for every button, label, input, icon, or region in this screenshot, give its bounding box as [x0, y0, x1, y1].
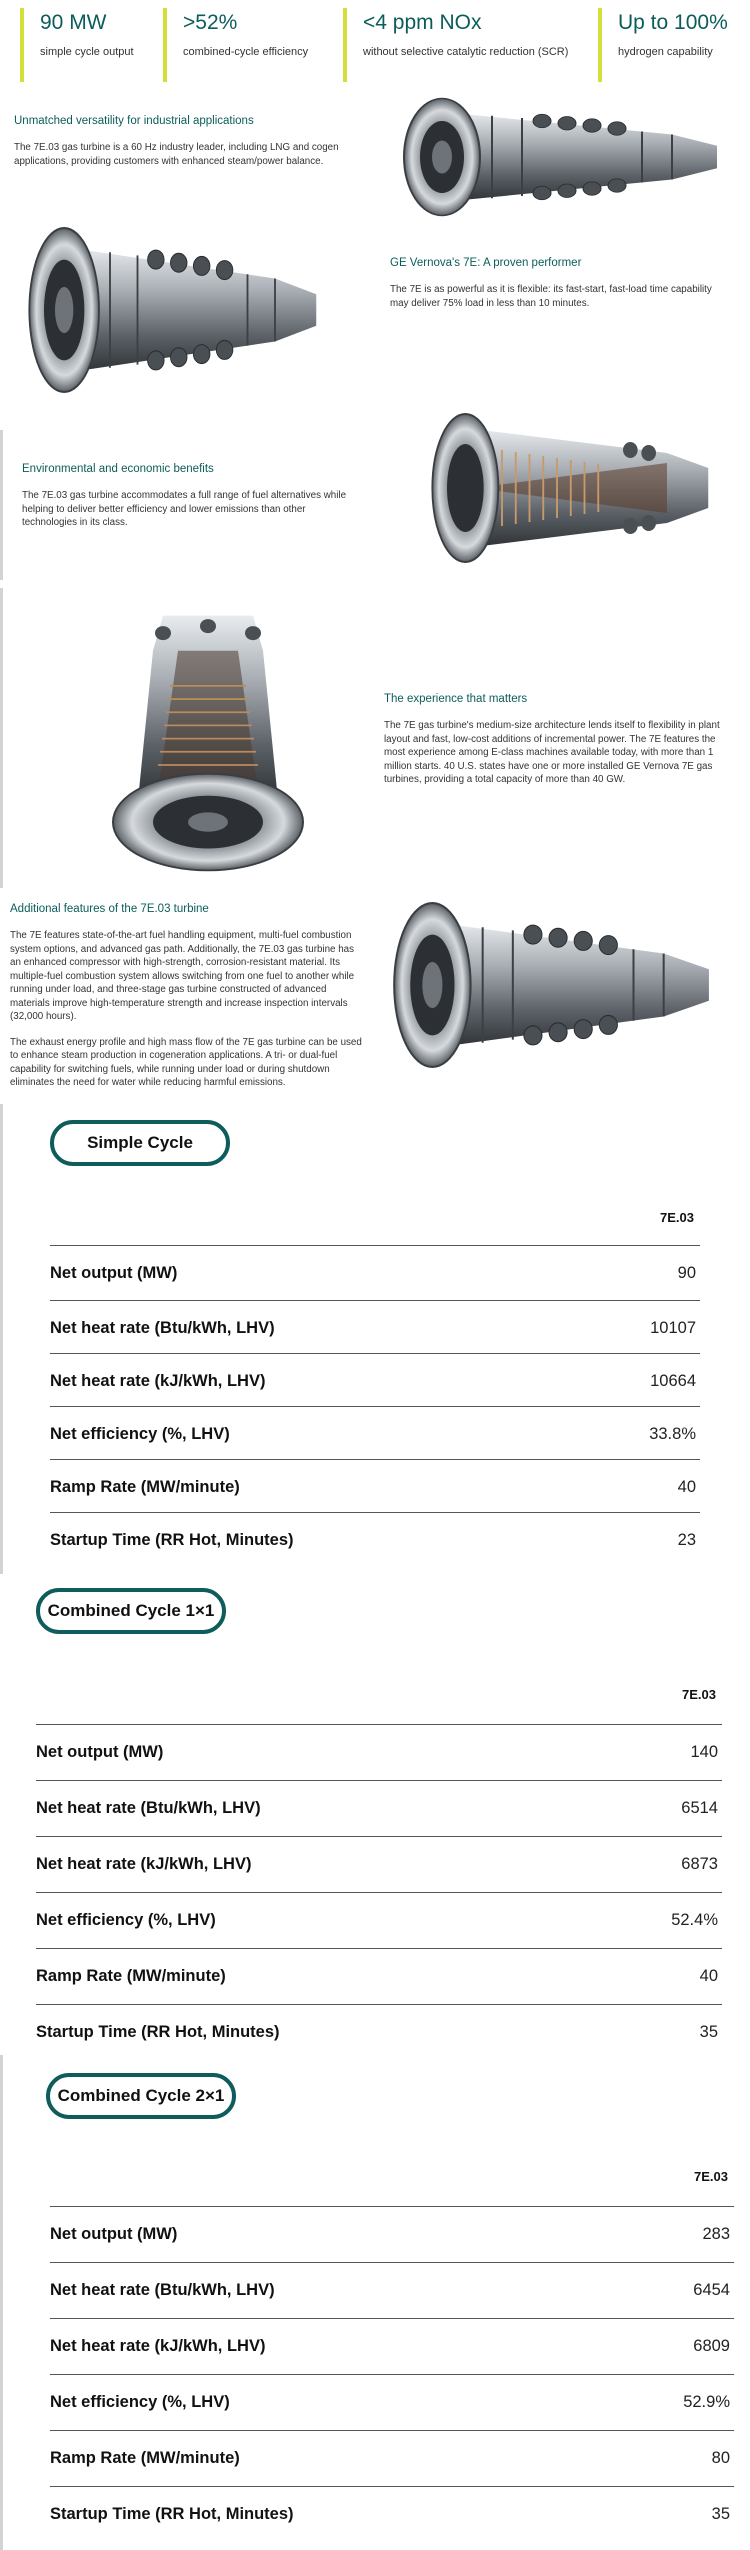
- row-value: 6873: [681, 1854, 718, 1873]
- row-value: 52.9%: [683, 2392, 730, 2411]
- feature-heading: Unmatched versatility for industrial applications: [14, 115, 254, 127]
- feature-body: The 7E is as powerful as it is flexible: its fast-start, fast-load time capability may deliver 75% load in less than 10 minutes.: [390, 284, 712, 309]
- row-label: Net efficiency (%, LHV): [50, 1424, 230, 1443]
- row-value: 10664: [650, 1371, 696, 1390]
- stat-output: [20, 8, 160, 82]
- table-row: [36, 2004, 722, 2059]
- feature-environment: [22, 462, 362, 542]
- table-row: [50, 1300, 700, 1355]
- row-value: 6514: [681, 1798, 718, 1817]
- section-divider: [0, 430, 3, 580]
- row-label: Startup Time (RR Hot, Minutes): [50, 2504, 294, 2523]
- turbine-cutaway-image: [392, 388, 722, 588]
- row-label: Ramp Rate (MW/minute): [36, 1966, 226, 1985]
- feature-body: The 7E.03 gas turbine accommodates a full range of fuel alternatives while helping to deliver better efficiency and lower emissions than other technologies in its class.: [22, 490, 347, 528]
- stats-strip: [0, 0, 750, 82]
- feature-heading: GE Vernova's 7E: A proven performer: [390, 257, 582, 269]
- row-value: 35: [699, 2022, 718, 2041]
- stat-value: >52%: [183, 11, 238, 34]
- table-row: [50, 1245, 700, 1300]
- turbine-vertical-image: [108, 598, 308, 888]
- feature-versatility: [14, 114, 374, 180]
- row-value: 33.8%: [649, 1424, 696, 1443]
- table-row: [50, 2206, 734, 2261]
- column-header: 7E.03: [660, 1210, 694, 1225]
- table-row: [50, 2430, 734, 2485]
- turbine-image: [0, 205, 330, 415]
- table-row: [50, 1512, 700, 1567]
- table-row: [50, 2374, 734, 2429]
- table-row: [50, 1459, 700, 1514]
- stat-label: combined-cycle efficiency: [183, 46, 309, 58]
- table-row: [36, 1724, 722, 1779]
- feature-body: The 7E gas turbine's medium-size architecture lends itself to flexibility in plant layout and fast, low-cost additions of incremental power. The 7E features the most experience among E-class machines available today, with more than 1 million starts. 40 U.S. states have one or more installed GE Vernova 7E gas turbines, providing a total capacity of more than 40 GW.: [384, 720, 720, 785]
- row-value: 10107: [650, 1318, 696, 1337]
- row-value: 6809: [693, 2336, 730, 2355]
- row-label: Net heat rate (Btu/kWh, LHV): [50, 2280, 275, 2299]
- row-label: Startup Time (RR Hot, Minutes): [50, 1530, 294, 1549]
- row-value: 283: [702, 2224, 730, 2243]
- row-value: 52.4%: [671, 1910, 718, 1929]
- table-row: [50, 2262, 734, 2317]
- stat-value: <4 ppm NOx: [363, 11, 482, 34]
- table-row: [36, 1948, 722, 2003]
- row-value: 23: [677, 1530, 696, 1549]
- stat-nox: [343, 8, 598, 82]
- column-header: 7E.03: [694, 2169, 728, 2184]
- row-value: 40: [677, 1477, 696, 1496]
- table-row: [50, 2318, 734, 2373]
- column-header: 7E.03: [682, 1687, 716, 1702]
- turbine-image: [372, 82, 732, 232]
- row-label: Ramp Rate (MW/minute): [50, 1477, 240, 1496]
- stat-value: 90 MW: [40, 11, 107, 34]
- feature-performer: [390, 256, 730, 322]
- turbine-image: [362, 880, 724, 1090]
- stat-label: hydrogen capability: [618, 46, 713, 58]
- row-value: 90: [677, 1263, 696, 1282]
- row-label: Net output (MW): [36, 1742, 164, 1761]
- tab-simple-cycle[interactable]: Simple Cycle: [50, 1120, 230, 1166]
- spec-table-simple-cycle: [50, 1205, 700, 1550]
- feature-body: The 7E features state-of-the-art fuel handling equipment, multi-fuel combustion system options, and advanced gas path. Additionally, the 7E.03 gas turbine has an enhanced compressor with high-strength, corrosion-resistant material. Its multiple-fuel combustion system allows switching from one fuel to another while running under load, and three-stage gas turbine constructed of advanced materials improve high-temperature strength and increase inspection intervals (32,000 hours).: [10, 930, 355, 1022]
- row-label: Net heat rate (kJ/kWh, LHV): [36, 1854, 252, 1873]
- section-divider: [0, 2055, 3, 2550]
- tab-combined-cycle-1x1[interactable]: Combined Cycle 1×1: [36, 1588, 226, 1634]
- row-label: Net efficiency (%, LHV): [36, 1910, 216, 1929]
- row-value: 35: [711, 2504, 730, 2523]
- row-label: Net output (MW): [50, 2224, 178, 2243]
- row-label: Net efficiency (%, LHV): [50, 2392, 230, 2411]
- spec-table-combined-cycle-2x1: [50, 2164, 734, 2544]
- row-value: 6454: [693, 2280, 730, 2299]
- feature-experience: [384, 692, 734, 799]
- feature-body: The 7E.03 gas turbine is a 60 Hz industry leader, including LNG and cogen applications, providing customers with enhanced steam/power balance.: [14, 142, 339, 167]
- stat-efficiency: [163, 8, 343, 82]
- row-label: Net heat rate (kJ/kWh, LHV): [50, 1371, 266, 1390]
- section-divider: [0, 588, 3, 888]
- row-label: Ramp Rate (MW/minute): [50, 2448, 240, 2467]
- stat-hydrogen: [598, 8, 748, 82]
- tab-combined-cycle-2x1[interactable]: Combined Cycle 2×1: [46, 2073, 236, 2119]
- stat-value: Up to 100%: [618, 11, 728, 34]
- table-row: [50, 1353, 700, 1408]
- feature-heading: The experience that matters: [384, 693, 528, 705]
- section-divider: [0, 1104, 3, 1574]
- feature-heading: Additional features of the 7E.03 turbine: [10, 903, 209, 915]
- row-label: Startup Time (RR Hot, Minutes): [36, 2022, 280, 2041]
- feature-body: The exhaust energy profile and high mass flow of the 7E gas turbine can be used to enhance steam production in cogeneration applications. A tri- or dual-fuel capability for switching fuels, while running under load or during shutdown eliminates the need for water while reducing harmful emissions.: [10, 1036, 362, 1088]
- spec-table-combined-cycle-1x1: [36, 1682, 722, 2041]
- table-row: [36, 1780, 722, 1835]
- feature-heading: Environmental and economic benefits: [22, 463, 214, 475]
- row-label: Net heat rate (Btu/kWh, LHV): [36, 1798, 261, 1817]
- row-value: 80: [711, 2448, 730, 2467]
- stat-label: without selective catalytic reduction (SCR): [363, 46, 569, 58]
- row-label: Net heat rate (Btu/kWh, LHV): [50, 1318, 275, 1337]
- table-row: [50, 2486, 734, 2541]
- feature-additional: [10, 902, 362, 1102]
- row-label: Net output (MW): [50, 1263, 178, 1282]
- table-row: [36, 1836, 722, 1891]
- stat-label: simple cycle output: [40, 46, 134, 58]
- row-value: 140: [690, 1742, 718, 1761]
- row-value: 40: [699, 1966, 718, 1985]
- table-row: [36, 1892, 722, 1947]
- table-row: [50, 1406, 700, 1461]
- row-label: Net heat rate (kJ/kWh, LHV): [50, 2336, 266, 2355]
